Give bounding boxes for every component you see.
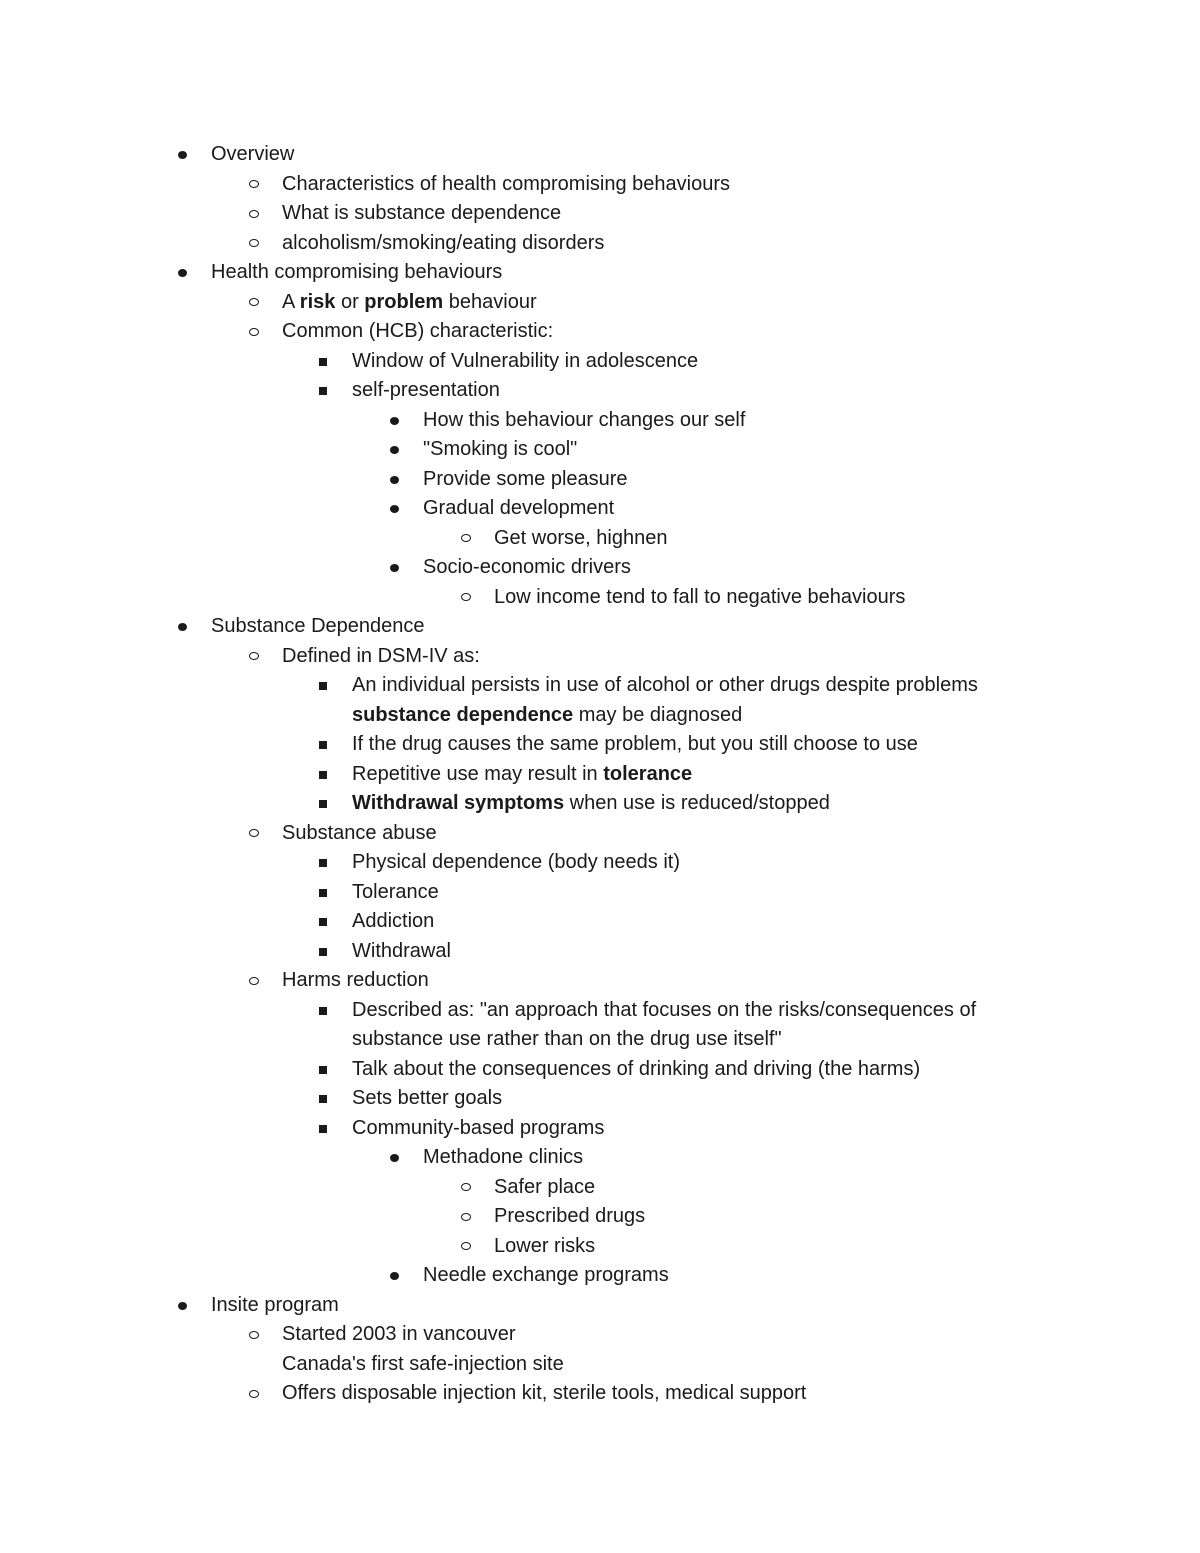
list-item-text — [423, 406, 745, 436]
list-item — [0, 612, 1200, 642]
list-item — [0, 258, 1200, 288]
list-item-text — [352, 347, 698, 377]
text-run: Characteristics of health compromising behaviours — [282, 172, 730, 195]
square-bullet-icon — [319, 800, 327, 808]
disc-bullet-icon — [390, 476, 399, 484]
list-item-text — [282, 317, 553, 347]
bold-text: risk — [299, 290, 336, 313]
list-item-text — [282, 1379, 806, 1409]
list-item-text — [423, 465, 628, 495]
list-item — [0, 819, 1200, 849]
circle-bullet-icon — [249, 652, 259, 660]
list-item — [0, 347, 1200, 377]
circle-bullet-icon — [461, 1242, 471, 1250]
list-item-text — [423, 1143, 583, 1173]
list-item-text — [282, 642, 480, 672]
list-item — [0, 288, 1200, 318]
disc-bullet-icon — [390, 417, 399, 425]
list-item — [0, 878, 1200, 908]
list-item — [0, 229, 1200, 259]
list-item-text — [352, 1055, 920, 1085]
text-run: A — [282, 290, 300, 313]
list-item — [0, 494, 1200, 524]
list-item-text — [352, 671, 978, 701]
text-run: may be diagnosed — [573, 703, 743, 726]
text-run: If the drug causes the same problem, but you still choose to use — [352, 733, 918, 755]
text-run: Overview — [211, 143, 295, 165]
list-item — [0, 907, 1200, 937]
text-run: Started 2003 in vancouver — [282, 1323, 516, 1345]
list-item — [0, 465, 1200, 495]
list-item — [0, 760, 1200, 790]
text-run: Methadone clinics — [423, 1146, 584, 1168]
list-item-text — [352, 730, 918, 760]
list-item-text — [282, 229, 604, 259]
text-run: alcoholism/smoking/eating disorders — [282, 231, 605, 254]
circle-bullet-icon — [249, 180, 259, 188]
list-item-text — [352, 996, 976, 1026]
list-item-text — [282, 966, 429, 996]
list-item — [0, 1291, 1200, 1321]
list-item — [0, 140, 1200, 170]
text-run: Substance abuse — [282, 821, 437, 844]
text-run: Socio-economic drivers — [423, 556, 631, 578]
disc-bullet-icon — [390, 1154, 399, 1162]
text-run: What is substance dependence — [282, 202, 562, 224]
text-run: Low income tend to fall to negative behaviours — [494, 585, 906, 608]
disc-bullet-icon — [178, 623, 187, 631]
list-item — [0, 553, 1200, 583]
list-item-text — [352, 376, 500, 406]
list-item-text — [352, 1114, 604, 1144]
text-run: Repetitive use may result in — [352, 762, 604, 785]
list-item-text — [352, 878, 439, 908]
text-run: Addiction — [352, 910, 435, 932]
list-item-text — [494, 524, 667, 554]
list-item-text — [352, 760, 692, 790]
list-item — [0, 1232, 1200, 1262]
text-run: Insite program — [211, 1293, 339, 1316]
circle-bullet-icon — [461, 534, 471, 542]
list-item-text — [282, 199, 561, 229]
text-run: Community-based programs — [352, 1116, 605, 1139]
list-item-text — [211, 258, 502, 288]
text-run: Get worse, highnen — [494, 526, 668, 549]
text-run: Gradual development — [423, 497, 615, 519]
square-bullet-icon — [319, 387, 327, 395]
text-run: Common (HCB) characteristic: — [282, 320, 554, 342]
list-item-text — [282, 819, 437, 849]
text-run: Physical dependence (body needs it) — [352, 851, 680, 873]
square-bullet-icon — [319, 1125, 327, 1133]
list-item — [0, 996, 1200, 1026]
circle-bullet-icon — [249, 239, 259, 247]
list-item — [0, 1084, 1200, 1114]
list-item — [0, 642, 1200, 672]
list-item-text — [352, 907, 434, 937]
list-item-text — [282, 1320, 516, 1350]
text-run: behaviour — [443, 290, 537, 313]
list-item-text — [282, 1350, 564, 1380]
disc-bullet-icon — [390, 1272, 399, 1280]
list-item — [0, 1173, 1200, 1203]
disc-bullet-icon — [390, 505, 399, 513]
list-item-text — [352, 1084, 502, 1114]
square-bullet-icon — [319, 1066, 327, 1074]
square-bullet-icon — [319, 889, 327, 897]
disc-bullet-icon — [178, 151, 187, 159]
square-bullet-icon — [319, 358, 327, 366]
text-run: An individual persists in use of alcohol or other drugs despite problems — [352, 674, 978, 696]
text-run: Window of Vulnerability in adolescence — [352, 349, 699, 372]
disc-bullet-icon — [178, 269, 187, 277]
list-item — [0, 199, 1200, 229]
text-run: "Smoking is cool" — [423, 438, 578, 460]
bold-text: substance dependence — [352, 703, 574, 726]
list-item — [0, 376, 1200, 406]
text-run: Withdrawal — [352, 939, 451, 962]
list-item — [0, 1143, 1200, 1173]
list-item — [0, 701, 1200, 731]
list-item — [0, 730, 1200, 760]
square-bullet-icon — [319, 859, 327, 867]
circle-bullet-icon — [249, 328, 259, 336]
square-bullet-icon — [319, 948, 327, 956]
bold-text: tolerance — [603, 762, 693, 785]
list-item-text — [423, 494, 614, 524]
text-run: How this behaviour changes our self — [423, 408, 746, 431]
text-run: Needle exchange programs — [423, 1264, 669, 1286]
list-item-text — [352, 701, 742, 731]
list-item — [0, 937, 1200, 967]
list-item-text — [423, 435, 577, 465]
text-run: Canada's first safe-injection site — [282, 1352, 564, 1375]
list-item — [0, 848, 1200, 878]
disc-bullet-icon — [390, 564, 399, 572]
list-item-text — [352, 848, 680, 878]
document-page — [0, 140, 1200, 1409]
text-run: Described as: "an approach that focuses on the risks/consequences of — [352, 998, 977, 1021]
list-item — [0, 1350, 1200, 1380]
text-run: Provide some pleasure — [423, 467, 628, 490]
bold-text: problem — [364, 290, 444, 313]
list-item-text — [352, 937, 451, 967]
list-item — [0, 435, 1200, 465]
text-run: Defined in DSM-IV as: — [282, 644, 480, 667]
list-item-text — [494, 1173, 595, 1203]
text-run: when use is reduced/stopped — [564, 792, 830, 814]
list-item-text — [211, 612, 425, 642]
disc-bullet-icon — [178, 1302, 187, 1310]
list-item — [0, 1261, 1200, 1291]
list-item-text — [423, 553, 631, 583]
circle-bullet-icon — [249, 1390, 259, 1398]
circle-bullet-icon — [461, 1183, 471, 1191]
list-item — [0, 406, 1200, 436]
list-item-text — [211, 1291, 339, 1321]
square-bullet-icon — [319, 741, 327, 749]
list-item-text — [282, 288, 537, 318]
list-item — [0, 1114, 1200, 1144]
text-run: substance use rather than on the drug use itself" — [352, 1028, 782, 1050]
disc-bullet-icon — [390, 446, 399, 454]
square-bullet-icon — [319, 682, 327, 690]
list-item — [0, 1055, 1200, 1085]
list-item — [0, 524, 1200, 554]
circle-bullet-icon — [249, 829, 259, 837]
list-item — [0, 317, 1200, 347]
square-bullet-icon — [319, 1095, 327, 1103]
list-item-text — [423, 1261, 669, 1291]
text-run: Prescribed drugs — [494, 1205, 646, 1227]
list-item — [0, 1202, 1200, 1232]
list-item — [0, 1379, 1200, 1409]
square-bullet-icon — [319, 1007, 327, 1015]
circle-bullet-icon — [249, 1331, 259, 1339]
list-item — [0, 583, 1200, 613]
list-item-text — [352, 789, 830, 819]
square-bullet-icon — [319, 771, 327, 779]
text-run: Harms reduction — [282, 969, 429, 991]
circle-bullet-icon — [249, 298, 259, 306]
list-item-text — [494, 583, 905, 613]
list-item-text — [352, 1025, 782, 1055]
text-run: Lower risks — [494, 1234, 596, 1257]
list-item — [0, 671, 1200, 701]
circle-bullet-icon — [461, 593, 471, 601]
list-item-text — [211, 140, 294, 170]
text-run: Safer place — [494, 1175, 596, 1198]
list-item — [0, 1025, 1200, 1055]
circle-bullet-icon — [249, 977, 259, 985]
bold-text: Withdrawal symptoms — [352, 792, 565, 814]
circle-bullet-icon — [461, 1213, 471, 1221]
text-run: Offers disposable injection kit, sterile tools, medical support — [282, 1382, 807, 1404]
list-item-text — [282, 170, 730, 200]
text-run: Health compromising behaviours — [211, 261, 503, 283]
list-item — [0, 170, 1200, 200]
list-item — [0, 966, 1200, 996]
list-item — [0, 1320, 1200, 1350]
text-run: Talk about the consequences of drinking and driving (the harms) — [352, 1057, 921, 1080]
square-bullet-icon — [319, 918, 327, 926]
text-run: or — [335, 290, 365, 313]
text-run: Substance Dependence — [211, 615, 425, 637]
list-item-text — [494, 1232, 595, 1262]
text-run: Sets better goals — [352, 1087, 503, 1109]
list-item — [0, 789, 1200, 819]
text-run: self-presentation — [352, 379, 500, 401]
circle-bullet-icon — [249, 210, 259, 218]
text-run: Tolerance — [352, 880, 439, 903]
list-item-text — [494, 1202, 645, 1232]
